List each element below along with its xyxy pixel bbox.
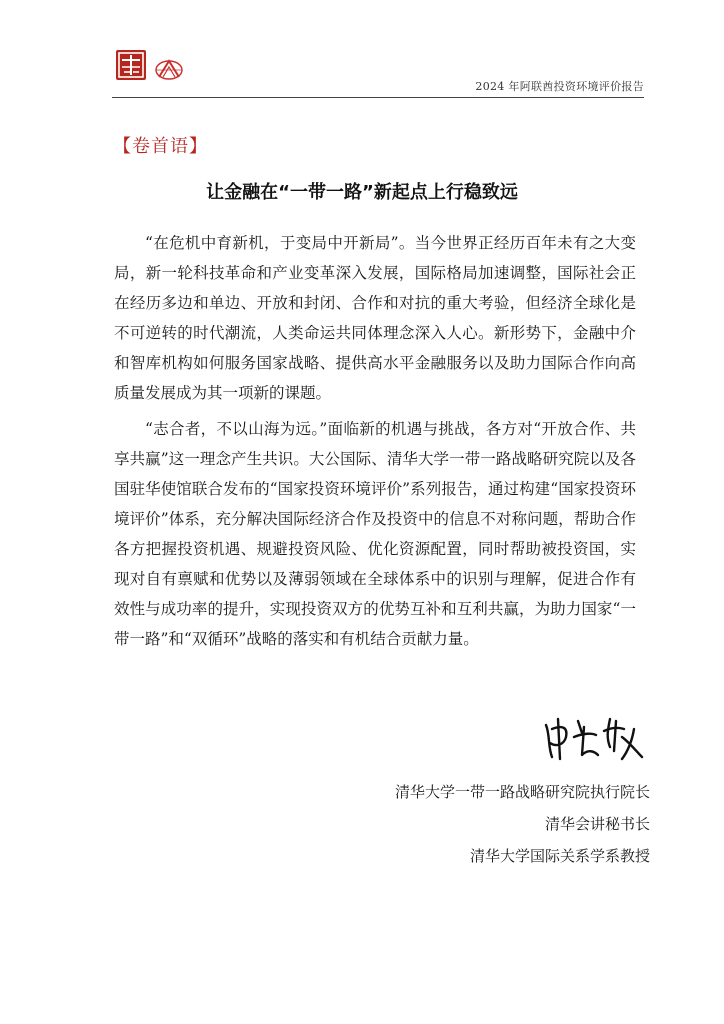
header-divider (112, 97, 644, 98)
signer-title: 清华大学国际关系学系教授 (469, 847, 650, 865)
institute-logo (150, 57, 188, 81)
signature-image (538, 707, 656, 767)
page-header (0, 0, 724, 100)
page-title: 让金融在“一带一路”新起点上行稳致远 (206, 182, 518, 203)
dagong-logo-mark (116, 50, 146, 80)
signer-title: 清华大学一带一路战略研究院执行院长 (394, 783, 650, 801)
paragraph: “在危机中育新机，于变局中开新局”。当今世界正经历百年未有之大变局，新一轮科技革命和产业变革深入发展，国际格局加速调整，国际社会正在经历多边和单边、开放和封闭、合作和对抗的重大考验，但经济全球化是不可逆转的时代潮流，人类命运共同体理念深入人心。新形势下，金融中介和智库机构如何服务国家战略、提供高水平金融服务以及助力国际合作向高质量发展成为其一项新的课题。 (114, 234, 636, 402)
dagong-logo (116, 50, 146, 80)
section-label: 【卷首语】 (113, 136, 208, 157)
handwritten-signature (538, 707, 656, 767)
paragraph: “志合者，不以山海为远。”面临新的机遇与挑战，各方对“开放合作、共享共赢”这一理念产生共识。大公国际、清华大学一带一路战略研究院以及各国驻华使馆联合发布的“国家投资环境评价”系列报告，通过构建“国家投资环境评价”体系，充分解决国际经济合作及投资中的信息不对称问题，帮助合作各方把握投资机遇、规避投资风险、优化资源配置，同时帮助被投资国，实现对自有禀赋和优势以及薄弱领域在全球体系中的识别与理解，促进合作有效性与成功率的提升，实现投资双方的优势互补和互利共赢，为助力国家“一带一路”和“双循环”战略的落实和有机结合贡献力量。 (114, 420, 636, 648)
globe-icon (150, 57, 188, 81)
signer-title: 清华会讲秘书长 (544, 815, 650, 833)
body-text (114, 228, 636, 660)
report-title: 2024 年阿联酋投资环境评价报告 (475, 80, 644, 93)
signature-block (395, 776, 650, 872)
